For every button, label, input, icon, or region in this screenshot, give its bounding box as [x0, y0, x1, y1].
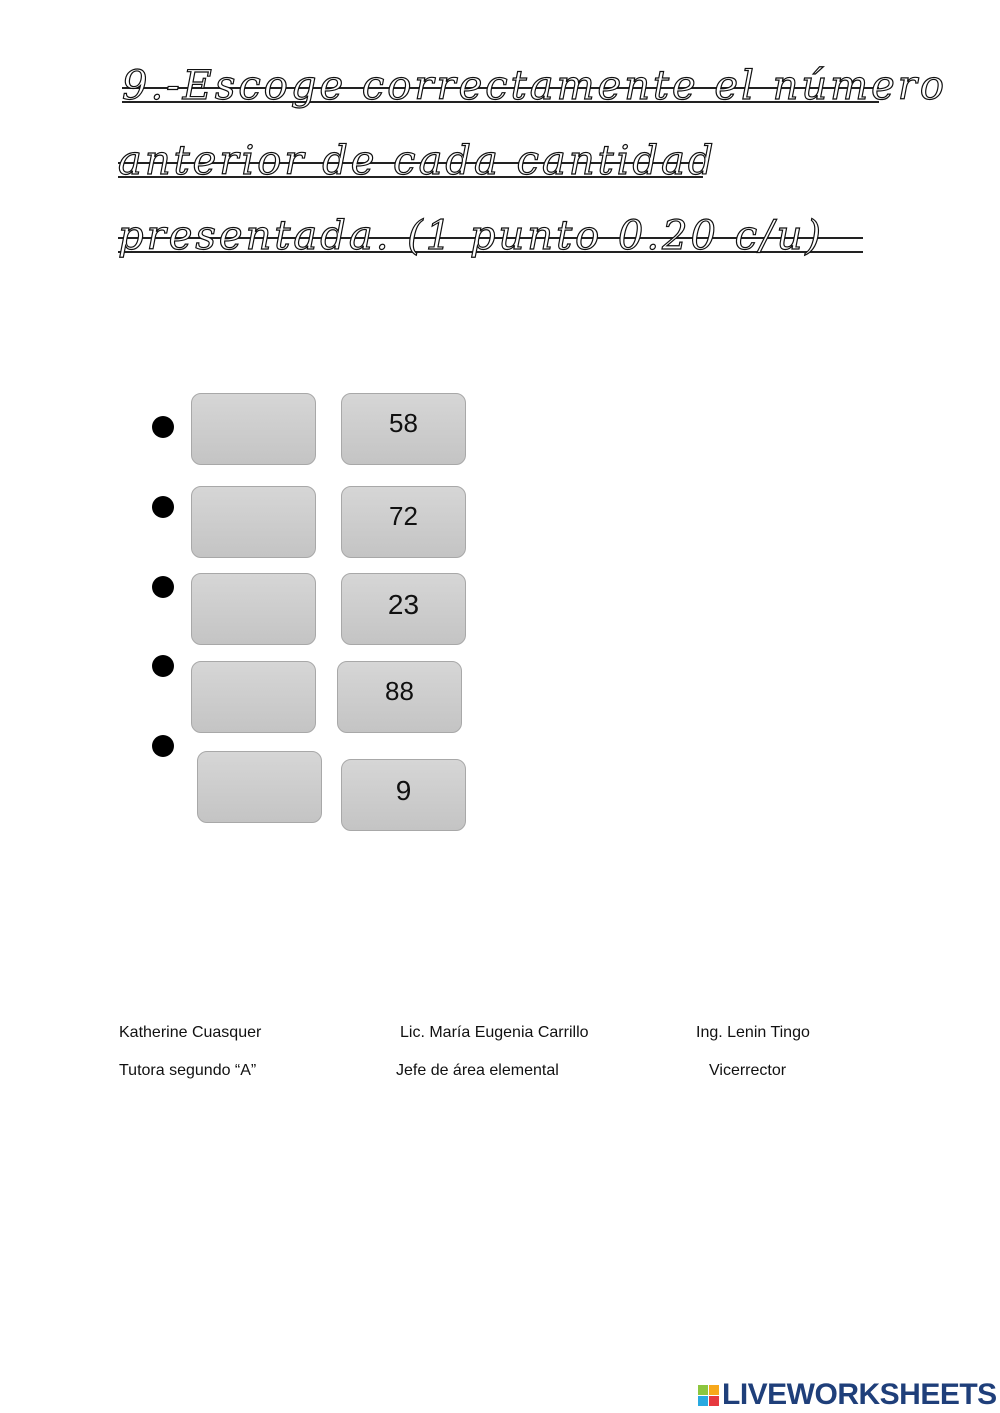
title-line-3: presentada. (1 punto 0.20 c/u) — [118, 237, 863, 253]
logo-blocks-icon — [698, 1385, 719, 1406]
number-box-5: 9 — [341, 759, 466, 831]
number-box-2: 72 — [341, 486, 466, 558]
answer-input-5[interactable] — [197, 751, 322, 823]
bullet-icon — [152, 655, 174, 677]
title-line-2: anterior de cada cantidad — [118, 138, 717, 184]
bullet-icon — [152, 416, 174, 438]
bullet-icon — [152, 496, 174, 518]
number-box-1: 58 — [341, 393, 466, 465]
answer-input-3[interactable] — [191, 573, 316, 645]
signature-name-2: Lic. María Eugenia Carrillo — [400, 1024, 589, 1041]
answer-input-1[interactable] — [191, 393, 316, 465]
signature-role-2: Jefe de área elemental — [396, 1062, 559, 1079]
signature-name-1: Katherine Cuasquer — [119, 1024, 262, 1041]
answer-input-4[interactable] — [191, 661, 316, 733]
liveworksheets-logo: LIVEWORKSHEETS — [698, 1378, 997, 1412]
bullet-icon — [152, 735, 174, 757]
bullet-icon — [152, 576, 174, 598]
title-line-1: 9.-Escoge correctamente el número — [122, 63, 947, 109]
signature-role-1: Tutora segundo “A” — [119, 1062, 257, 1079]
answer-input-2[interactable] — [191, 486, 316, 558]
number-box-3: 23 — [341, 573, 466, 645]
signature-name-3: Ing. Lenin Tingo — [696, 1024, 810, 1041]
signature-role-3: Vicerrector — [709, 1062, 787, 1079]
number-box-4: 88 — [337, 661, 462, 733]
